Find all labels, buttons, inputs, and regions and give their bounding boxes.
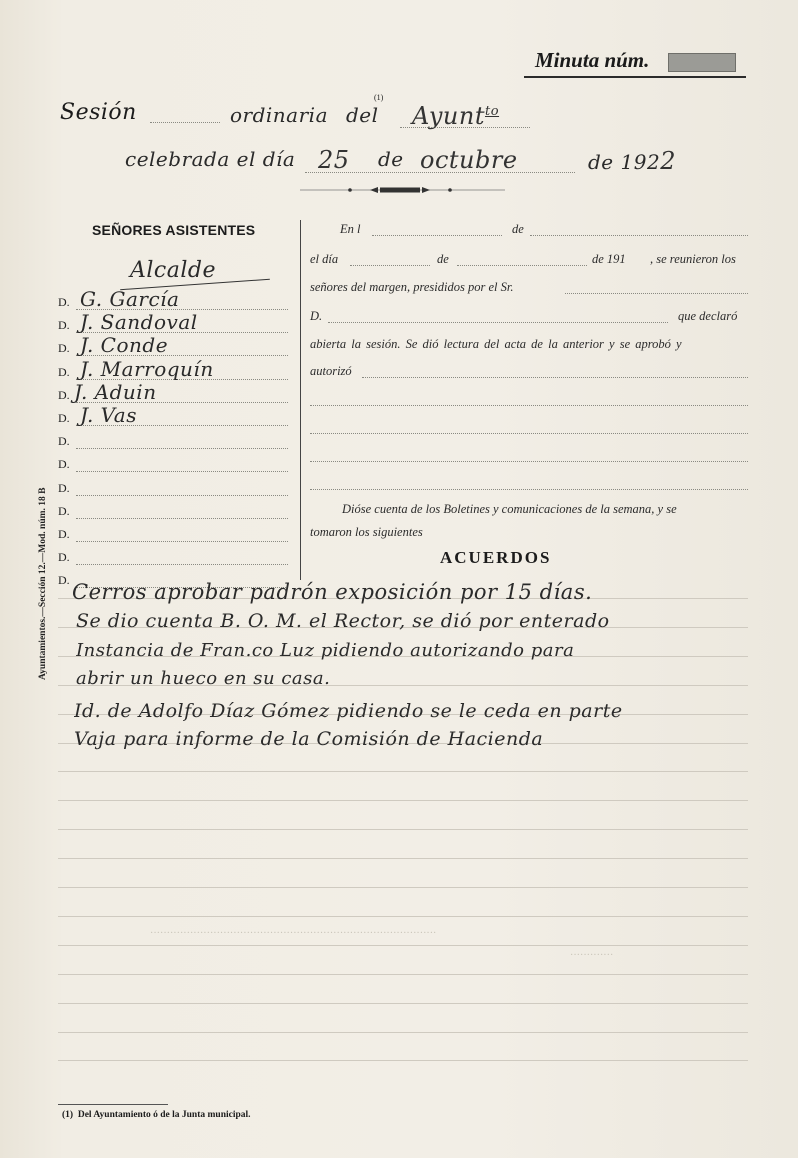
attendee-dotline (76, 564, 288, 565)
body-line6: autorizó (310, 364, 352, 378)
year-printed: 192 (620, 150, 661, 174)
attendee-name: G. García (80, 287, 180, 311)
ruled-line (58, 1060, 748, 1061)
attendee-d-prefix: D. (58, 434, 70, 449)
del-word: del (346, 103, 379, 127)
attendee-dotline (76, 541, 288, 542)
body-line4-d: D. (310, 309, 323, 323)
body-blank-1 (310, 405, 748, 406)
attendee-name: J. Marroquín (80, 356, 214, 381)
attendee-d-prefix: D. (58, 295, 70, 309)
attendee-d-prefix: D. (58, 341, 70, 356)
acuerdo-line: Instancia de Fran.co Luz pidiendo autorizando para (76, 640, 575, 661)
session-dotline-2 (400, 127, 530, 128)
attendee-dotline (76, 471, 288, 472)
column-divider (300, 220, 301, 580)
attendee-name: J. Sandoval (80, 310, 198, 335)
side-note: Ayuntamientos.—Sección 12.—Mod. núm. 18 B (38, 487, 48, 680)
ruled-line (58, 1003, 748, 1004)
de-word: de (378, 147, 404, 171)
body-line3: señores del margen, presididos por el Sr. (310, 280, 514, 294)
celebrada-dotline (305, 172, 575, 173)
attendee-name: J. Conde (80, 333, 169, 358)
ruled-line (58, 1032, 748, 1033)
session-type: ordinaria (230, 103, 328, 127)
attendee-d-prefix: D. (58, 411, 70, 425)
body-line2-dot1 (350, 265, 430, 266)
attendee-d-prefix: D. (58, 527, 70, 541)
body-line1-dot1 (372, 235, 502, 236)
body-blank-2 (310, 433, 748, 434)
body-line2-year: de 191 (592, 252, 626, 266)
year-line (588, 147, 676, 175)
footnote-mark: (1) (374, 93, 384, 102)
alcalde-title: Alcalde (130, 258, 216, 283)
acuerdos-heading: ACUERDOS (440, 548, 552, 567)
body-line1-de: de (512, 222, 524, 236)
institution-superscript: to (484, 104, 500, 119)
celebrada-label: celebrada el día (125, 147, 296, 171)
attendees-heading: SEÑORES ASISTENTES (92, 222, 256, 238)
body-line4-dot (328, 322, 668, 323)
minuta-label: Minuta núm. (535, 48, 650, 72)
institution-handwritten (412, 102, 499, 130)
attendee-d-prefix: D. (58, 503, 70, 518)
body-line2-rest: , se reunieron los (650, 252, 736, 266)
attendee-dotline (76, 448, 288, 449)
body-blank-4 (310, 489, 748, 490)
attendee-d-prefix: D. (58, 457, 70, 472)
body-line3-dot (565, 293, 748, 294)
bleed-through-2: ············· (570, 950, 614, 961)
body-line4-rest: que declaró (678, 309, 738, 323)
boletines-line2: tomaron los siguientes (310, 525, 423, 539)
attendee-d-prefix: D. (58, 387, 70, 402)
ruled-line (58, 800, 748, 801)
boletines-line1: Dióse cuenta de los Boletines y comunicaciones de la semana, y se (342, 502, 677, 516)
acuerdo-line: abrir un hueco en su casa. (76, 668, 331, 689)
attendee-d-prefix: D. (58, 573, 70, 588)
ruled-line (58, 945, 748, 946)
ruled-line (58, 974, 748, 975)
ornament-divider (300, 185, 505, 195)
attendee-d-prefix: D. (58, 318, 70, 333)
footnote: (1) Del Ayuntamiento ó de la Junta municipal. (62, 1110, 251, 1120)
body-line1-en: En l (340, 222, 361, 236)
de-word-2: de (588, 150, 614, 174)
ruled-line (58, 858, 748, 859)
body-line5: abierta la sesión. Se dió lectura del acta de la anterior y se aprobó y (310, 337, 682, 351)
session-dotline-1 (150, 122, 220, 123)
body-line6-dot (362, 377, 748, 378)
body-line2-de: de (437, 252, 449, 266)
body-blank-3 (310, 461, 748, 462)
footnote-rule (58, 1104, 168, 1105)
body-line2-el-dia: el día (310, 252, 339, 266)
bleed-through-1: ······················································································ (150, 928, 437, 939)
acuerdo-line: Se dio cuenta B. O. M. el Rector, se dió por enterado (76, 610, 610, 632)
institution-text: Ayunt (412, 102, 485, 130)
body-line1-dot2 (530, 235, 748, 236)
acuerdo-line: Vaja para informe de la Comisión de Hacienda (74, 728, 544, 750)
acuerdo-line: Cerros aprobar padrón exposición por 15 días. (72, 580, 593, 604)
year-handwritten: 2 (660, 147, 676, 175)
attendee-d-prefix: D. (58, 550, 70, 565)
ruled-line (58, 916, 748, 917)
body-line2-dot2 (457, 265, 587, 266)
attendee-name: J. Aduin (74, 379, 157, 404)
minuta-number-box (668, 53, 736, 72)
ruled-line (58, 771, 748, 772)
day-handwritten: 25 (318, 146, 350, 174)
attendee-name: J. Vas (80, 403, 137, 427)
attendee-d-prefix: D. (58, 480, 70, 495)
month-handwritten: octubre (420, 146, 518, 174)
session-label: Sesión (60, 100, 137, 125)
attendee-d-prefix: D. (58, 364, 70, 379)
minuta-underline (524, 76, 746, 78)
ruled-line (58, 829, 748, 830)
attendee-dotline (76, 495, 288, 496)
ruled-line (58, 887, 748, 888)
acuerdo-line: Id. de Adolfo Díaz Gómez pidiendo se le ceda en parte (74, 700, 623, 722)
attendee-dotline (76, 518, 288, 519)
